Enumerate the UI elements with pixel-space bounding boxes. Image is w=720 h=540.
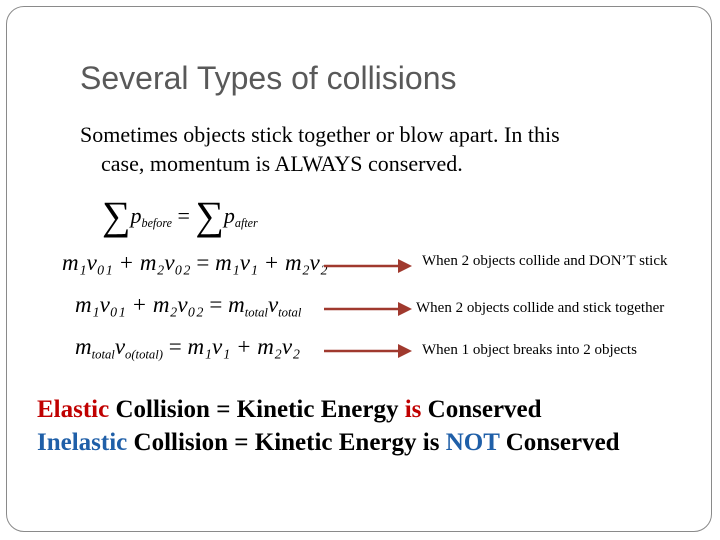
equals-sign: = xyxy=(168,334,182,359)
total-subscript: total xyxy=(91,347,115,362)
inelastic-term: Inelastic xyxy=(37,429,128,456)
slide-title: Several Types of collisions xyxy=(80,60,457,96)
sum-equation xyxy=(102,193,258,238)
equation-lhs: m₁v₀₁ + m₂v₀₂ xyxy=(75,292,204,317)
arrow-icon xyxy=(322,300,414,318)
summary-inelastic xyxy=(37,429,620,457)
summary-text: Collision = Kinetic Energy is xyxy=(127,429,446,456)
note-breaks-apart: When 1 object breaks into 2 objects xyxy=(422,342,637,358)
momentum-symbol: p xyxy=(223,203,235,228)
after-subscript: after xyxy=(234,216,258,231)
initial-total-subscript: o(total) xyxy=(125,347,163,362)
summary-text: Conserved xyxy=(421,396,542,423)
mass-symbol: m xyxy=(75,334,92,359)
intro-text xyxy=(80,120,680,178)
before-subscript: before xyxy=(141,216,172,231)
intro-line-2: case, momentum is ALWAYS conserved. xyxy=(101,151,463,176)
elastic-term: Elastic xyxy=(37,396,110,423)
equals-sign: = xyxy=(177,203,190,228)
equation-rhs: m₁v₁ + m₂v₂ xyxy=(215,250,328,275)
equation-perfectly-inelastic xyxy=(75,292,301,320)
sigma-symbol: ∑ xyxy=(195,193,224,238)
equation-explosion xyxy=(75,334,300,362)
arrow-icon xyxy=(322,342,414,360)
equation-lhs: m₁v₀₁ + m₂v₀₂ xyxy=(62,250,191,275)
equation-rhs: m₁v₁ + m₂v₂ xyxy=(187,334,301,359)
mass-symbol: m xyxy=(228,292,245,317)
sigma-symbol: ∑ xyxy=(102,193,131,238)
summary-text: Collision = Kinetic Energy xyxy=(109,396,405,423)
velocity-symbol: v xyxy=(114,334,126,359)
equals-sign: = xyxy=(209,292,223,317)
not-highlight: NOT xyxy=(445,429,500,456)
total-subscript: total xyxy=(244,305,268,320)
total-subscript: total xyxy=(278,305,302,320)
note-stick-together: When 2 objects collide and stick together xyxy=(416,300,665,316)
summary-text: Conserved xyxy=(499,429,620,456)
note-dont-stick: When 2 objects collide and DON’T stick xyxy=(422,253,668,269)
intro-line-1: Sometimes objects stick together or blow apart. In this xyxy=(80,122,560,147)
arrow-icon xyxy=(322,257,414,275)
momentum-symbol: p xyxy=(130,203,142,228)
is-highlight: is xyxy=(404,396,422,423)
summary-elastic xyxy=(37,396,542,424)
velocity-symbol: v xyxy=(267,292,279,317)
equation-elastic xyxy=(62,250,328,276)
equals-sign: = xyxy=(196,250,210,275)
